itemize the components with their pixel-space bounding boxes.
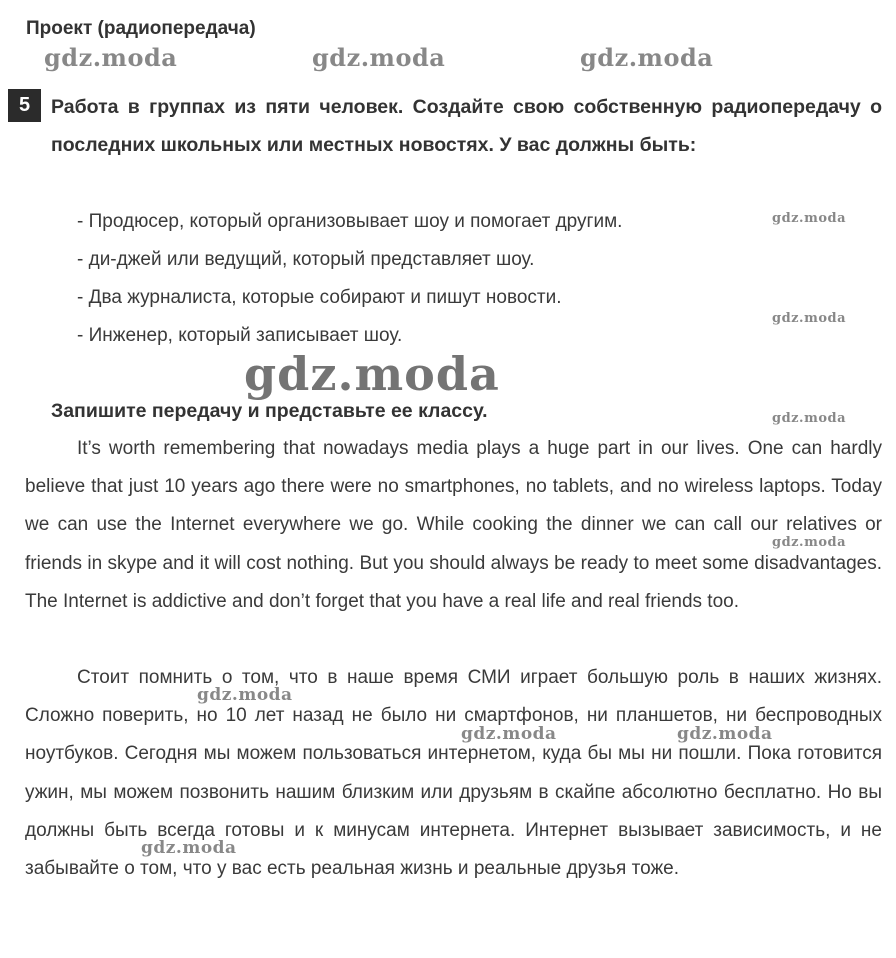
watermark: gdz.moda xyxy=(244,347,500,401)
list-item: - Два журналиста, которые собирают и пишут новости. xyxy=(77,287,562,308)
list-item: - Инженер, который записывает шоу. xyxy=(77,325,403,346)
task-number-badge: 5 xyxy=(8,89,41,122)
section-title: Проект (радиопередача) xyxy=(26,18,256,39)
roles-list xyxy=(77,203,622,355)
task-instructions: Работа в группах из пяти человек. Создайте свою собственную радиопередачу о последних школьных или местных новостях. У вас должны быть: xyxy=(51,96,882,156)
watermark: gdz.moda xyxy=(677,724,773,744)
watermark: gdz.moda xyxy=(772,211,847,226)
subtask-instruction: Запишите передачу и представьте ее классу. xyxy=(51,400,488,422)
watermark: gdz.moda xyxy=(312,43,446,72)
watermark: gdz.moda xyxy=(141,838,237,858)
watermark: gdz.moda xyxy=(461,724,557,744)
list-item: - ди-джей или ведущий, который представляет шоу. xyxy=(77,249,535,270)
watermark: gdz.moda xyxy=(772,411,847,426)
watermark: gdz.moda xyxy=(197,685,293,705)
watermark: gdz.moda xyxy=(772,311,847,326)
english-paragraph: It’s worth remembering that nowadays media plays a huge part in our lives. One can hardly believe that just 10 years ago there were no smartphones, no tablets, and no wireless laptops. Today we can use the Internet everywhere we go. While cooking the dinner we can call our relatives or friends in skype and it will cost nothing. But you should always be ready to meet some disadvantages. The Internet is addictive and don’t forget that you have a real life and real friends too. xyxy=(25,438,882,612)
russian-paragraph: Стоит помнить о том, что в наше время СМИ играет большую роль в наших жизнях. Сложно поверить, но 10 лет назад не было ни смартфонов, ни планшетов, ни беспроводных ноутбуков. Сегодня мы можем пользоваться интернетом, куда бы мы ни пошли. Пока готовится ужин, мы можем позвонить нашим близким или друзьям в скайпе абсолютно бесплатно. Но вы должны быть всегда готовы и к минусам интернета. Интернет вызывает зависимость, и не забывайте о том, что у вас есть реальная жизнь и реальные друзья тоже. xyxy=(25,667,882,880)
list-item: - Продюсер, который организовывает шоу и помогает другим. xyxy=(77,211,623,232)
watermark: gdz.moda xyxy=(772,535,847,550)
watermark: gdz.moda xyxy=(580,43,714,72)
watermark: gdz.moda xyxy=(44,43,178,72)
